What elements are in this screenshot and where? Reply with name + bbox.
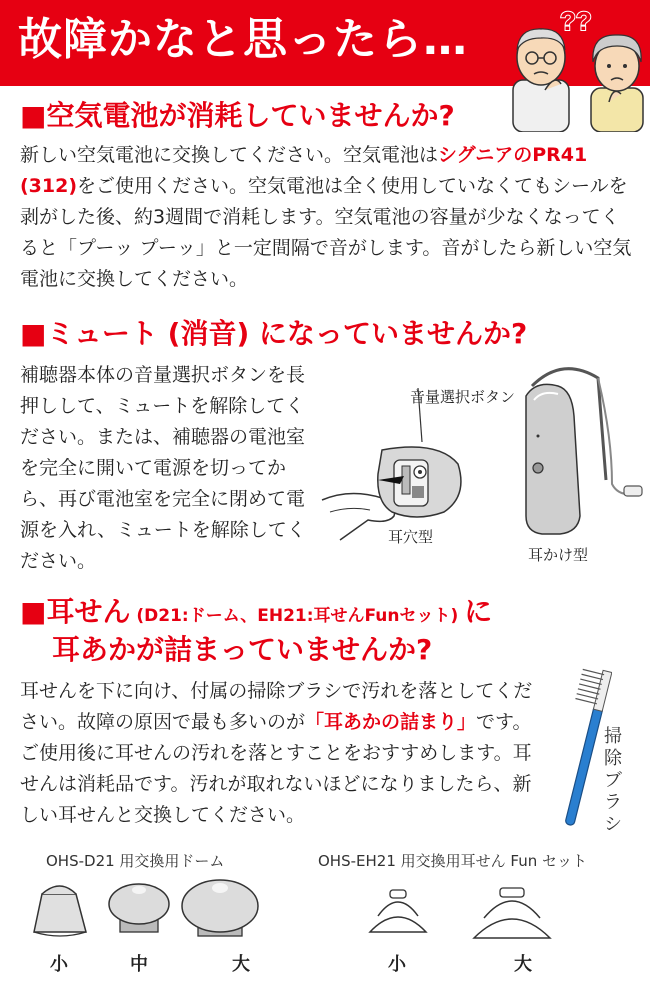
fun-set-title: OHS-EH21 用交換用耳せん Fun セット xyxy=(318,852,587,870)
dome-size-large: 大 xyxy=(232,954,250,975)
battery-text-b: をご使用ください。空気電池は全く使用していなくてもシールを剥がした後、約3週間で消耗します。空気電池の容量が少なくなってくると「プーッ プーッ」と一定間隔で音がします。音がしたら新しい空気電池に交換してください。 xyxy=(20,175,632,290)
dome-set-title: OHS-D21 用交換用ドーム xyxy=(46,852,225,870)
battery-text-a: 新しい空気電池に交換してください。空気電池は xyxy=(20,144,439,166)
earplug-text-b: です。ご使用後に耳せんの汚れを落とすことをおすすめします。耳せんは消耗品です。汚れが取れないほどになりましたら、新しい耳せんと交換してください。 xyxy=(20,711,532,826)
volume-button-label: 音量選択ボタン xyxy=(410,388,516,406)
page-title: 故障かなと思ったら… xyxy=(18,14,468,65)
earplug-heading-models: (D21:ドーム、EH21:耳せんFunセット) xyxy=(130,606,465,626)
earplug-heading-end: に xyxy=(464,595,493,628)
battery-brand-highlight: シグニアのPR41 (312) xyxy=(20,144,588,197)
battery-paragraph xyxy=(20,140,632,295)
fun-eartips-illustration xyxy=(362,880,562,944)
fun-size-large: 大 xyxy=(514,954,532,975)
svg-text:??: ?? xyxy=(560,6,592,36)
mute-paragraph: 補聴器本体の音量選択ボタンを長押しして、ミュートを解除してください。または、補聴器の電池室を完全に開いて電源を切ってから、再び電池室を完全に閉めて電源を入れ、ミュートを解除してください。 xyxy=(20,364,306,572)
elderly-couple-illustration xyxy=(505,2,650,132)
earplug-paragraph xyxy=(20,676,540,831)
earplug-heading-main: ■耳せん xyxy=(20,595,131,628)
dome-size-medium: 中 xyxy=(130,954,148,975)
earwax-highlight: 「耳あかの詰まり」 xyxy=(305,711,477,733)
battery-heading: ■空気電池が消耗していませんか? xyxy=(20,99,455,132)
fun-size-small: 小 xyxy=(388,954,406,975)
behind-ear-hearing-aid-illustration xyxy=(512,356,646,536)
cleaning-brush-label: 掃除ブラシ xyxy=(604,726,622,835)
mute-heading: ■ミュート (消音) になっていませんか? xyxy=(20,317,528,350)
dome-eartips-illustration xyxy=(28,870,276,944)
earplug-heading-line2: 耳あかが詰まっていませんか? xyxy=(52,633,433,666)
in-ear-type-label: 耳穴型 xyxy=(388,528,434,546)
behind-ear-type-label: 耳かけ型 xyxy=(528,546,589,564)
dome-size-small: 小 xyxy=(50,954,68,975)
earplug-text-a: 耳せんを下に向け、付属の掃除ブラシで汚れを落としてください。故障の原因で最も多いのが xyxy=(20,680,533,733)
